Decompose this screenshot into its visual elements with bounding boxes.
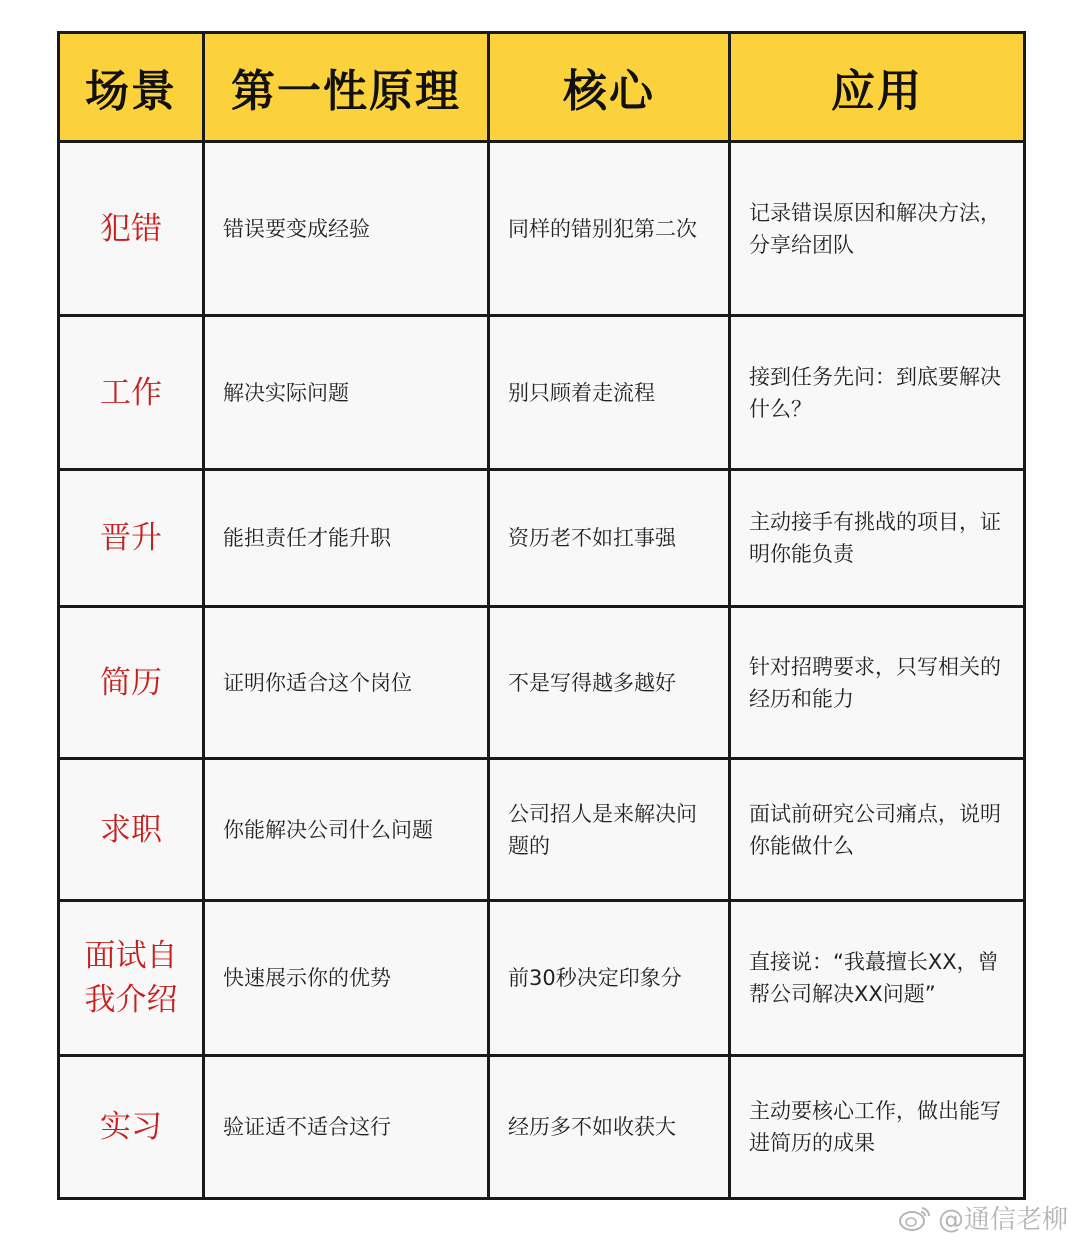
scene-cell: 面试自我介绍 [59, 901, 204, 1056]
table-header [59, 33, 1025, 142]
table-row [59, 1056, 1025, 1199]
header-row [59, 33, 1025, 142]
application-cell: 直接说：“我蕞擅长XX，曾帮公司解决XX问题” [730, 901, 1025, 1056]
application-cell: 记录错误原因和解决方法，分享给团队 [730, 142, 1025, 316]
table-body [59, 142, 1025, 1199]
table-row [59, 142, 1025, 316]
application-cell: 接到任务先问：到底要解决什么？ [730, 316, 1025, 470]
principle-cell: 解决实际问题 [204, 316, 489, 470]
core-cell: 同样的错别犯第二次 [489, 142, 730, 316]
principle-cell: 能担责任才能升职 [204, 470, 489, 607]
principle-cell: 错误要变成经验 [204, 142, 489, 316]
watermark [898, 1199, 1068, 1236]
scene-cell: 简历 [59, 607, 204, 759]
header-principle: 第一性原理 [204, 33, 489, 142]
application-cell: 主动接手有挑战的项目，证明你能负责 [730, 470, 1025, 607]
principle-cell: 证明你适合这个岗位 [204, 607, 489, 759]
header-application: 应用 [730, 33, 1025, 142]
header-scene: 场景 [59, 33, 204, 142]
comparison-table-container [57, 31, 1023, 1194]
watermark-text: @通信老柳 [937, 1205, 1068, 1235]
scene-cell: 求职 [59, 759, 204, 901]
core-cell: 公司招人是来解决问题的 [489, 759, 730, 901]
application-cell: 针对招聘要求，只写相关的经历和能力 [730, 607, 1025, 759]
core-cell: 不是写得越多越好 [489, 607, 730, 759]
core-cell: 前30秒决定印象分 [489, 901, 730, 1056]
table-row [59, 316, 1025, 470]
application-cell: 面试前研究公司痛点，说明你能做什么 [730, 759, 1025, 901]
scene-cell: 实习 [59, 1056, 204, 1199]
table-row [59, 901, 1025, 1056]
table-row [59, 759, 1025, 901]
table-row [59, 607, 1025, 759]
comparison-table [57, 31, 1026, 1200]
core-cell: 经历多不如收获大 [489, 1056, 730, 1199]
header-core: 核心 [489, 33, 730, 142]
scene-cell: 晋升 [59, 470, 204, 607]
weibo-icon [898, 1204, 932, 1232]
scene-cell: 犯错 [59, 142, 204, 316]
principle-cell: 快速展示你的优势 [204, 901, 489, 1056]
core-cell: 资历老不如扛事强 [489, 470, 730, 607]
core-cell: 别只顾着走流程 [489, 316, 730, 470]
table-row [59, 470, 1025, 607]
principle-cell: 你能解决公司什么问题 [204, 759, 489, 901]
application-cell: 主动要核心工作，做出能写进简历的成果 [730, 1056, 1025, 1199]
principle-cell: 验证适不适合这行 [204, 1056, 489, 1199]
scene-cell: 工作 [59, 316, 204, 470]
